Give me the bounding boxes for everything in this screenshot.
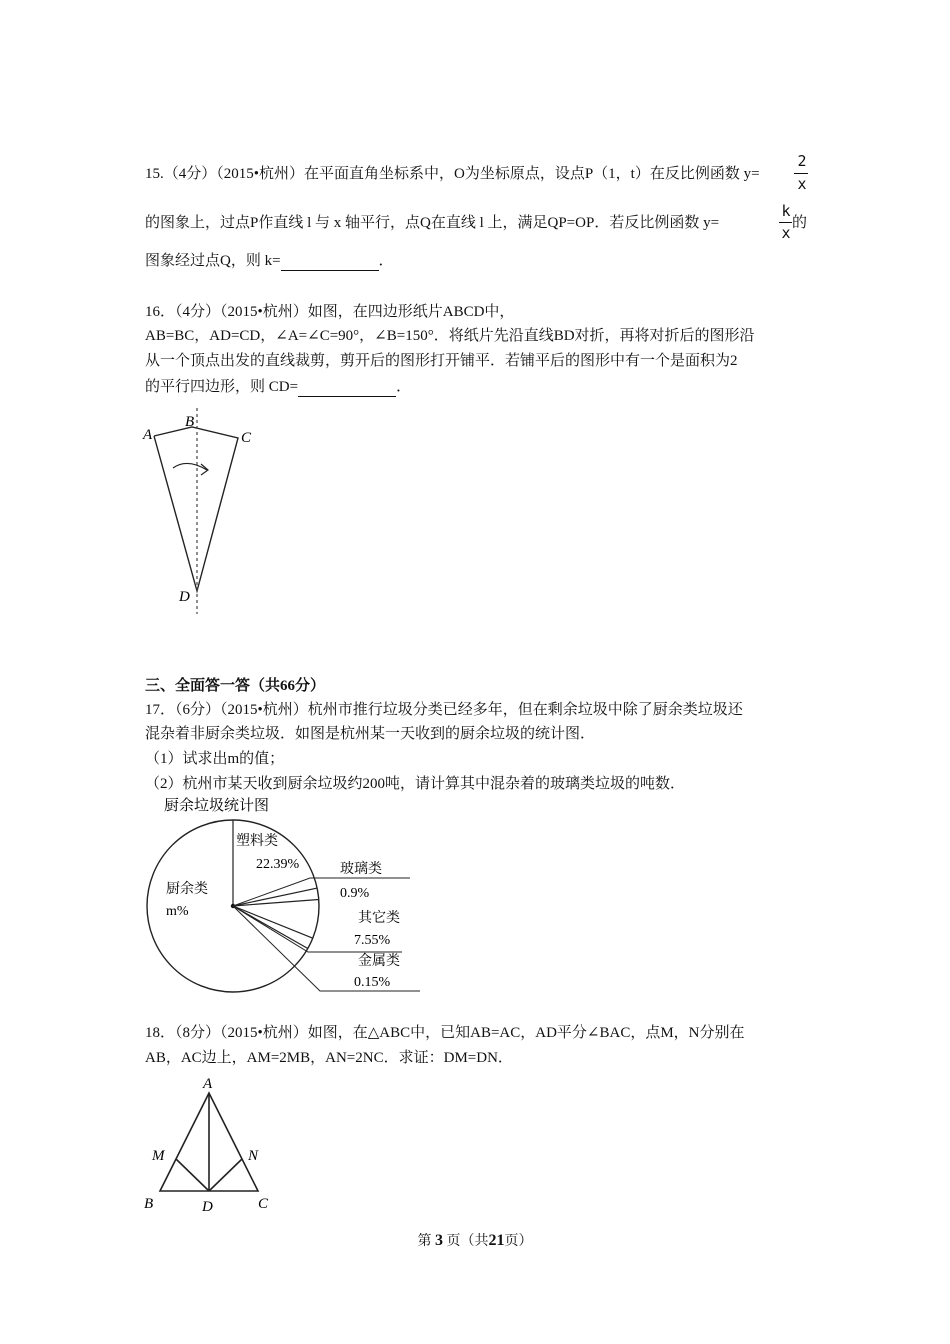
pie-value-label-1: 0.9% <box>340 886 370 901</box>
q18-segment-dm <box>176 1159 209 1191</box>
pie-value-label-0: 22.39% <box>256 857 300 872</box>
q18-label-c: C <box>258 1196 269 1212</box>
q17-line2: 混杂着非厨余类垃圾．如图是杭州某一天收到的厨余垃圾的统计图． <box>145 726 596 742</box>
q16-line2: AB=BC，AD=CD，∠A=∠C=90°，∠B=150°．将纸片先沿直线BD对折，再将对折后的图形沿 <box>145 328 755 344</box>
q15-frac1-bar <box>794 173 808 174</box>
pie-chart-title: 厨余垃圾统计图 <box>164 798 270 814</box>
q16-answer-blank[interactable] <box>298 378 396 397</box>
q17-part1: （1）试求出m的值； <box>145 751 285 767</box>
q16-line4 <box>145 377 411 397</box>
q16-label-c: C <box>241 430 252 446</box>
footer-middle: 页（共 <box>446 1234 489 1249</box>
pie-label-4: 厨余类 <box>166 882 208 897</box>
footer-page-number: 3 <box>435 1232 443 1249</box>
q16-label-a: A <box>143 427 153 443</box>
q15-frac2-bar <box>779 222 792 223</box>
q18-label-b: B <box>144 1196 154 1212</box>
q16-outline <box>154 427 238 591</box>
q16-line3: 从一个顶点出发的直线裁剪，剪开后的图形打开铺平．若铺平后的图形中有一个是面积为2 <box>145 353 738 369</box>
section3-title: 三、全面答一答（共66分） <box>145 678 326 694</box>
pie-value-label-3: 0.15% <box>354 975 391 990</box>
q18-line2: AB，AC边上，AM=2MB，AN=2NC．求证：DM=DN． <box>145 1050 513 1066</box>
q15-line1 <box>145 164 760 184</box>
q16-label-b: B <box>185 414 195 430</box>
pie-value-label-4: m% <box>166 904 189 919</box>
q18-triangle-figure <box>138 1072 278 1217</box>
pie-slice-boundary-3 <box>233 906 313 938</box>
q15-line3-text: 图象经过点Q，则 k= <box>145 253 281 269</box>
q15-line2 <box>145 213 719 233</box>
q17-line1: 17．（6分）（2015•杭州）杭州市推行垃圾分类已经多年，但在剩余垃圾中除了厨余类垃圾还 <box>145 702 743 718</box>
page-footer <box>0 1230 950 1250</box>
pie-leader-line-1 <box>233 878 410 906</box>
footer-prefix: 第 <box>417 1234 432 1249</box>
q18-label-m: M <box>152 1148 165 1164</box>
q15-line2-end: 的 <box>792 215 808 231</box>
q18-segment-dn <box>209 1159 242 1191</box>
pie-leaders <box>233 878 420 991</box>
q16-arrow-head <box>201 464 208 475</box>
q15-frac1-numerator: 2 <box>797 152 807 170</box>
q16-line4-end: ． <box>396 379 412 395</box>
pie-label-0: 塑料类 <box>236 834 278 849</box>
q17-pie-chart <box>140 793 425 998</box>
q15-answer-blank[interactable] <box>281 252 379 271</box>
q16-label-d: D <box>179 589 190 605</box>
q17-part2: （2）杭州市某天收到厨余垃圾约200吨，请计算其中混杂着的玻璃类垃圾的吨数． <box>145 776 686 792</box>
footer-suffix: 页） <box>504 1234 533 1249</box>
pie-label-3: 金属类 <box>358 954 400 969</box>
q18-label-a: A <box>203 1076 213 1092</box>
pie-label-1: 玻璃类 <box>340 862 382 877</box>
q16-line4-text: 的平行四边形，则 CD= <box>145 379 299 395</box>
pie-labels <box>166 832 400 990</box>
q18-label-d: D <box>202 1199 213 1215</box>
q15-line2-text: 的图象上，过点P作直线 l 与 x 轴平行，点Q在直线 l 上，满足QP=OP．若反比例函数 y= <box>145 215 720 231</box>
q15-line1-text: 15.（4分）（2015•杭州）在平面直角坐标系中，O为坐标原点，设点P（1，t）在反比例函数 y= <box>145 166 760 182</box>
q16-line1: 16．（4分）（2015•杭州）如图，在四边形纸片ABCD中， <box>145 304 515 320</box>
q15-frac1-denominator: x <box>797 175 807 193</box>
q18-label-n: N <box>248 1148 259 1164</box>
footer-total-pages: 21 <box>488 1232 505 1249</box>
q15-line3 <box>145 251 394 271</box>
q15-line3-end: ． <box>378 253 394 269</box>
pie-label-2: 其它类 <box>358 911 400 926</box>
q15-frac2-numerator: k <box>781 202 791 220</box>
q15-frac2-denominator: x <box>781 224 791 242</box>
q16-quadrilateral-figure <box>135 402 265 617</box>
q18-line1: 18．（8分）（2015•杭州）如图，在△ABC中，已知AB=AC，AD平分∠BAC，点M，N分别在 <box>145 1025 745 1041</box>
pie-value-label-2: 7.55% <box>354 933 391 948</box>
